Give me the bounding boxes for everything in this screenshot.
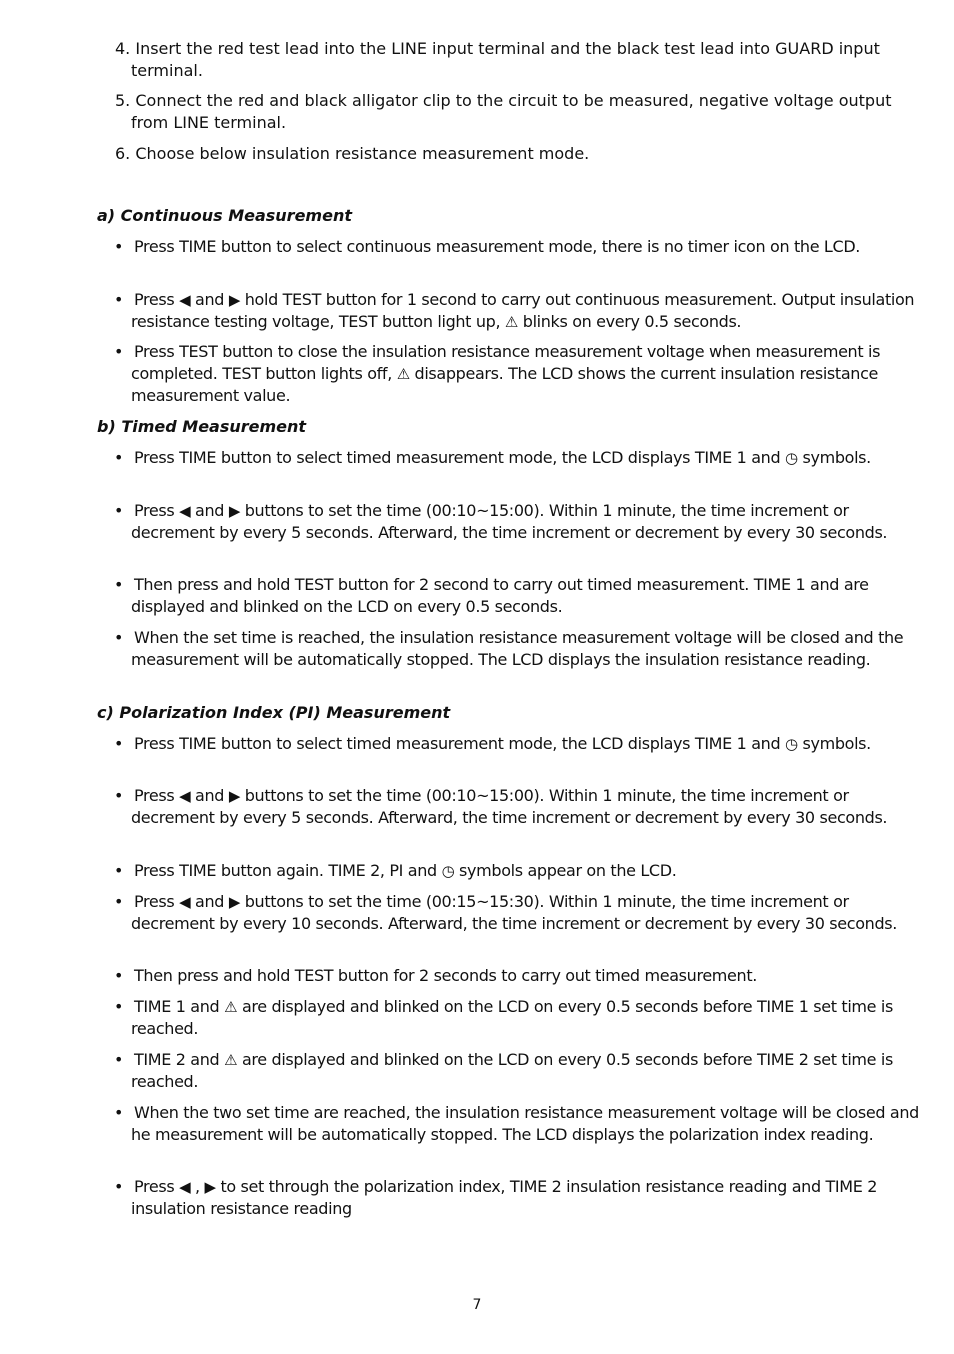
right-arrow-icon: ▶ [228,893,241,911]
text: to set through the polarization index, TIME 2 insulation resistance reading and TIME 2 insulation resistance reading [131,1177,878,1218]
text: When the set time is reached, the insulation resistance measurement voltage will be closed and the measurement will be automatically stopped. The LCD displays the insulation resistance reading. [131,628,904,669]
bullet-icon: • [114,997,124,1016]
left-arrow-icon: ◀ [179,893,191,911]
bullet-icon: • [114,1050,124,1069]
text: Press [134,290,180,309]
bullet-icon: • [114,1103,124,1122]
list-item [114,891,931,935]
text: TIME 1 and [134,997,225,1016]
text: and [190,290,229,309]
right-arrow-icon: ▶ [204,1178,216,1196]
step-4: 4. Insert the red test lead into the LINE input terminal and the black test lead into GUARD input terminal. [115,39,880,80]
bullet-icon: • [114,237,124,256]
text: symbols appear on the LCD. [454,861,677,880]
list-item [114,236,931,258]
list-item [114,996,931,1040]
bullet-icon: • [114,1177,124,1196]
list-item [114,1049,931,1093]
text: Press [134,501,180,520]
bullet-icon: • [114,342,124,361]
list-item [114,785,931,829]
text: and [190,892,229,911]
right-arrow-icon: ▶ [228,787,241,805]
bullet-icon: • [114,861,124,880]
text: are displayed and blinked on the LCD on every 0.5 seconds before TIME 1 set time is reached. [131,997,893,1038]
list-item [114,1102,931,1146]
list-item [114,627,931,671]
text: Press [134,892,180,911]
warning-icon: ⚠ [396,365,410,383]
page-number: 7 [472,1297,482,1313]
right-arrow-icon: ▶ [228,291,241,309]
text: When the two set time are reached, the insulation resistance measurement voltage will be closed and he measurement will be automatically stopped. The LCD displays the polarization index reading. [131,1103,919,1144]
text: disappears. The LCD shows the current insulation resistance measurement value. [131,364,879,405]
list-item [114,289,931,333]
text: Press TIME button to select timed measurement mode, the LCD displays TIME 1 and [134,448,785,467]
bullet-icon: • [114,575,124,594]
step-6: 6. Choose below insulation resistance measurement mode. [115,144,590,163]
bullet-icon: • [114,448,124,467]
right-arrow-icon: ▶ [228,502,241,520]
timer-icon: ◷ [441,862,455,880]
text: symbols. [797,448,871,467]
section-b-heading: b) Timed Measurement [97,417,307,436]
step-5: 5. Connect the red and black alligator clip to the circuit to be measured, negative voltage output from LINE terminal. [115,91,892,132]
text: Press TIME button again. TIME 2, PI and [134,861,442,880]
left-arrow-icon: ◀ [179,502,191,520]
left-arrow-icon: ◀ [179,1178,191,1196]
list-item [114,965,931,987]
text: and [190,786,229,805]
text: Press TIME button to select timed measurement mode, the LCD displays TIME 1 and [134,734,785,753]
bullet-icon: • [114,892,124,911]
text: Then press and hold TEST button for 2 second to carry out timed measurement. TIME 1 and are displayed and blinked on the LCD on every 0.5 seconds. [131,575,869,616]
bullet-icon: • [114,734,124,753]
bullet-icon: • [114,786,124,805]
text: Press TIME button to select continuous measurement mode, there is no timer icon on the LCD. [134,237,861,256]
list-item [114,341,931,407]
list-item [114,574,931,618]
list-item [114,733,931,755]
text: Then press and hold TEST button for 2 seconds to carry out timed measurement. [134,966,757,985]
timer-icon: ◷ [785,449,798,467]
text: buttons to set the time (00:15~15:30). Within 1 minute, the time increment or decrement by every 10 seconds. Afterward, the time increment or decrement by every 30 seconds. [131,892,897,933]
left-arrow-icon: ◀ [179,291,191,309]
list-item [114,860,931,882]
list-item [114,500,931,544]
text: Press TEST button to close the insulation resistance measurement voltage when measurement is completed. TEST button lights off, [131,342,881,383]
warning-icon: ⚠ [224,998,238,1016]
text: TIME 2 and [134,1050,225,1069]
list-item [114,1176,931,1220]
bullet-icon: • [114,290,124,309]
timer-icon: ◷ [785,735,798,753]
bullet-icon: • [114,628,124,647]
left-arrow-icon: ◀ [179,787,191,805]
text: Press [134,1177,180,1196]
warning-icon: ⚠ [224,1051,238,1069]
text: Press [134,786,180,805]
section-c-heading: c) Polarization Index (PI) Measurement [97,703,451,722]
section-a-heading: a) Continuous Measurement [97,206,352,225]
text: , [190,1177,205,1196]
text: hold TEST button for 1 second to carry out continuous measurement. Output insulation resistance testing voltage, TEST button light up, [131,290,915,331]
bullet-icon: • [114,501,124,520]
text: blinks on every 0.5 seconds. [518,312,742,331]
text: are displayed and blinked on the LCD on every 0.5 seconds before TIME 2 set time is reached. [131,1050,893,1091]
bullet-icon: • [114,966,124,985]
text: symbols. [797,734,871,753]
text: buttons to set the time (00:10~15:00). Within 1 minute, the time increment or decrement by every 5 seconds. Afterward, the time increment or decrement by every 30 seconds. [131,501,888,542]
text: and [190,501,229,520]
warning-icon: ⚠ [504,313,519,331]
list-item [114,447,931,469]
text: buttons to set the time (00:10~15:00). Within 1 minute, the time increment or decrement by every 5 seconds. Afterward, the time increment or decrement by every 30 seconds. [131,786,888,827]
